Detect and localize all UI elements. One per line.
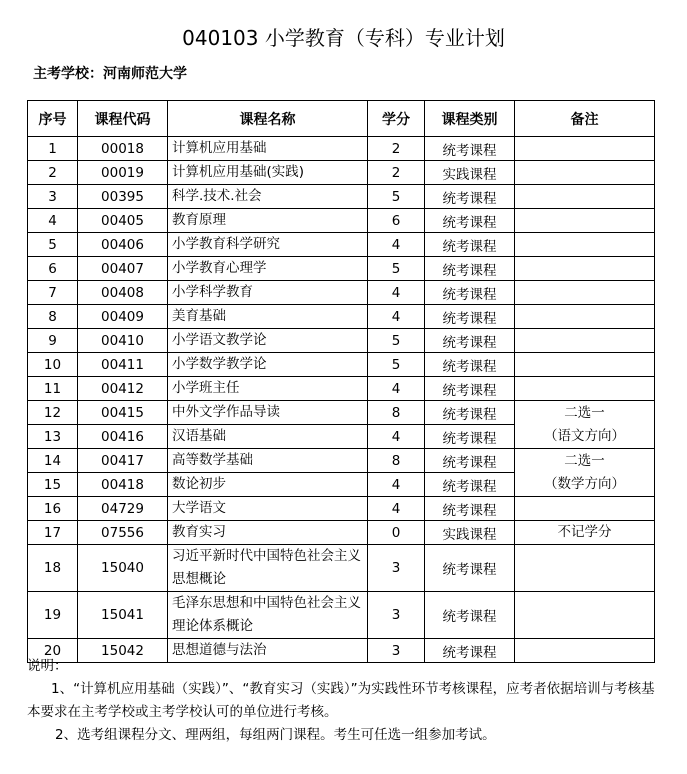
course-name: 毛泽东思想和中国特色社会主义理论体系概论 [168,592,368,639]
course-type: 实践课程 [425,161,515,185]
table-row [28,233,655,257]
course-type: 统考课程 [425,209,515,233]
course-credit: 4 [368,473,425,497]
row-no: 12 [28,401,78,425]
course-code: 00411 [78,353,168,377]
table-row [28,329,655,353]
course-code: 00405 [78,209,168,233]
row-no: 8 [28,305,78,329]
course-type: 统考课程 [425,353,515,377]
row-no: 14 [28,449,78,473]
course-credit: 5 [368,353,425,377]
notes-heading: 说明： [27,658,68,674]
course-name: 美育基础 [168,305,368,329]
course-credit: 8 [368,401,425,425]
row-no: 1 [28,137,78,161]
course-name: 教育实习 [168,521,368,545]
course-credit: 4 [368,377,425,401]
table-row [28,353,655,377]
row-no: 7 [28,281,78,305]
course-code: 15040 [78,545,168,592]
course-remark [515,281,655,305]
remark-line: 不记学分 [557,524,612,540]
course-name: 高等数学基础 [168,449,368,473]
course-type: 统考课程 [425,329,515,353]
row-no: 18 [28,545,78,592]
course-credit: 5 [368,257,425,281]
table-row [28,449,655,473]
course-code: 15042 [78,639,168,663]
course-remark [515,449,655,497]
table-row [28,161,655,185]
table-row [28,401,655,425]
course-name: 中外文学作品导读 [168,401,368,425]
table-row [28,305,655,329]
row-no: 16 [28,497,78,521]
course-remark [515,233,655,257]
course-remark [515,521,655,545]
course-remark [515,137,655,161]
course-code: 00417 [78,449,168,473]
course-type: 统考课程 [425,497,515,521]
note-item-1: 1、“计算机应用基础（实践）”、“教育实习（实践）”为实践性环节考核课程，应考者依据培训与考核基本要求在主考学校或主考学校认可的单位进行考核。 [27,681,655,720]
header-type: 课程类别 [425,101,515,137]
course-name: 思想道德与法治 [168,639,368,663]
course-name: 习近平新时代中国特色社会主义思想概论 [168,545,368,592]
row-no: 20 [28,639,78,663]
course-code: 00406 [78,233,168,257]
row-no: 4 [28,209,78,233]
course-type: 统考课程 [425,281,515,305]
course-code: 00395 [78,185,168,209]
course-credit: 5 [368,185,425,209]
header-remark: 备注 [515,101,655,137]
remark-line: 二选一 [564,404,605,421]
course-name: 大学语文 [168,497,368,521]
row-no: 15 [28,473,78,497]
course-name: 小学教育心理学 [168,257,368,281]
table-row [28,521,655,545]
course-code: 00418 [78,473,168,497]
row-no: 9 [28,329,78,353]
course-code: 00416 [78,425,168,449]
course-credit: 4 [368,425,425,449]
course-name: 科学.技术.社会 [168,185,368,209]
course-code: 00409 [78,305,168,329]
course-credit: 6 [368,209,425,233]
remark-line: （数学方向） [544,475,625,492]
course-credit: 3 [368,592,425,639]
table-row [28,137,655,161]
course-remark [515,329,655,353]
table-row [28,377,655,401]
course-remark [515,353,655,377]
course-name: 计算机应用基础 [168,137,368,161]
course-credit: 4 [368,233,425,257]
course-type: 统考课程 [425,425,515,449]
course-credit: 0 [368,521,425,545]
course-type: 统考课程 [425,473,515,497]
course-name: 小学语文教学论 [168,329,368,353]
course-credit: 4 [368,305,425,329]
course-remark [515,185,655,209]
course-type: 统考课程 [425,449,515,473]
course-remark [515,545,655,592]
course-credit: 5 [368,329,425,353]
row-no: 3 [28,185,78,209]
course-credit: 4 [368,281,425,305]
course-remark [515,592,655,639]
row-no: 6 [28,257,78,281]
school-label: 主考学校：河南师范大学 [33,66,187,82]
course-type: 统考课程 [425,592,515,639]
table-row [28,497,655,521]
header-name: 课程名称 [168,101,368,137]
row-no: 5 [28,233,78,257]
course-plan-table [27,100,655,663]
course-credit: 8 [368,449,425,473]
remark-line: 二选一 [564,452,605,469]
course-credit: 2 [368,137,425,161]
course-code: 00415 [78,401,168,425]
course-code: 07556 [78,521,168,545]
course-credit: 3 [368,639,425,663]
course-remark [515,377,655,401]
course-remark [515,161,655,185]
header-code: 课程代码 [78,101,168,137]
row-no: 11 [28,377,78,401]
course-type: 统考课程 [425,185,515,209]
course-remark [515,209,655,233]
course-remark [515,497,655,521]
course-code: 00018 [78,137,168,161]
header-credit: 学分 [368,101,425,137]
table-row [28,209,655,233]
course-credit: 2 [368,161,425,185]
course-name: 汉语基础 [168,425,368,449]
course-type: 统考课程 [425,257,515,281]
course-name: 计算机应用基础(实践) [168,161,368,185]
course-type: 统考课程 [425,545,515,592]
table-row [28,257,655,281]
course-type: 统考课程 [425,233,515,257]
course-code: 15041 [78,592,168,639]
row-no: 10 [28,353,78,377]
course-type: 统考课程 [425,377,515,401]
remark-line: （语文方向） [544,427,625,444]
course-name: 小学数学教学论 [168,353,368,377]
course-name: 教育原理 [168,209,368,233]
row-no: 17 [28,521,78,545]
course-credit: 4 [368,497,425,521]
row-no: 2 [28,161,78,185]
table-row [28,545,655,592]
row-no: 19 [28,592,78,639]
course-type: 统考课程 [425,305,515,329]
course-code: 00407 [78,257,168,281]
course-code: 00410 [78,329,168,353]
course-type: 统考课程 [425,401,515,425]
note-item-2: 2、选考组课程分文、理两组，每组两门课程。考生可任选一组参加考试。 [55,727,496,743]
course-remark [515,305,655,329]
row-no: 13 [28,425,78,449]
course-code: 00412 [78,377,168,401]
course-name: 数论初步 [168,473,368,497]
table-row [28,592,655,639]
course-type: 统考课程 [425,137,515,161]
course-remark [515,257,655,281]
table-header-row [28,101,655,137]
course-type: 实践课程 [425,521,515,545]
course-remark [515,401,655,449]
course-name: 小学科学教育 [168,281,368,305]
course-name: 小学班主任 [168,377,368,401]
course-credit: 3 [368,545,425,592]
course-code: 04729 [78,497,168,521]
course-code: 00408 [78,281,168,305]
course-type: 统考课程 [425,639,515,663]
table-row [28,281,655,305]
header-no: 序号 [28,101,78,137]
page-title: 040103 小学教育（专科）专业计划 [182,26,505,50]
course-code: 00019 [78,161,168,185]
course-name: 小学教育科学研究 [168,233,368,257]
notes-section [27,655,667,747]
table-row [28,185,655,209]
